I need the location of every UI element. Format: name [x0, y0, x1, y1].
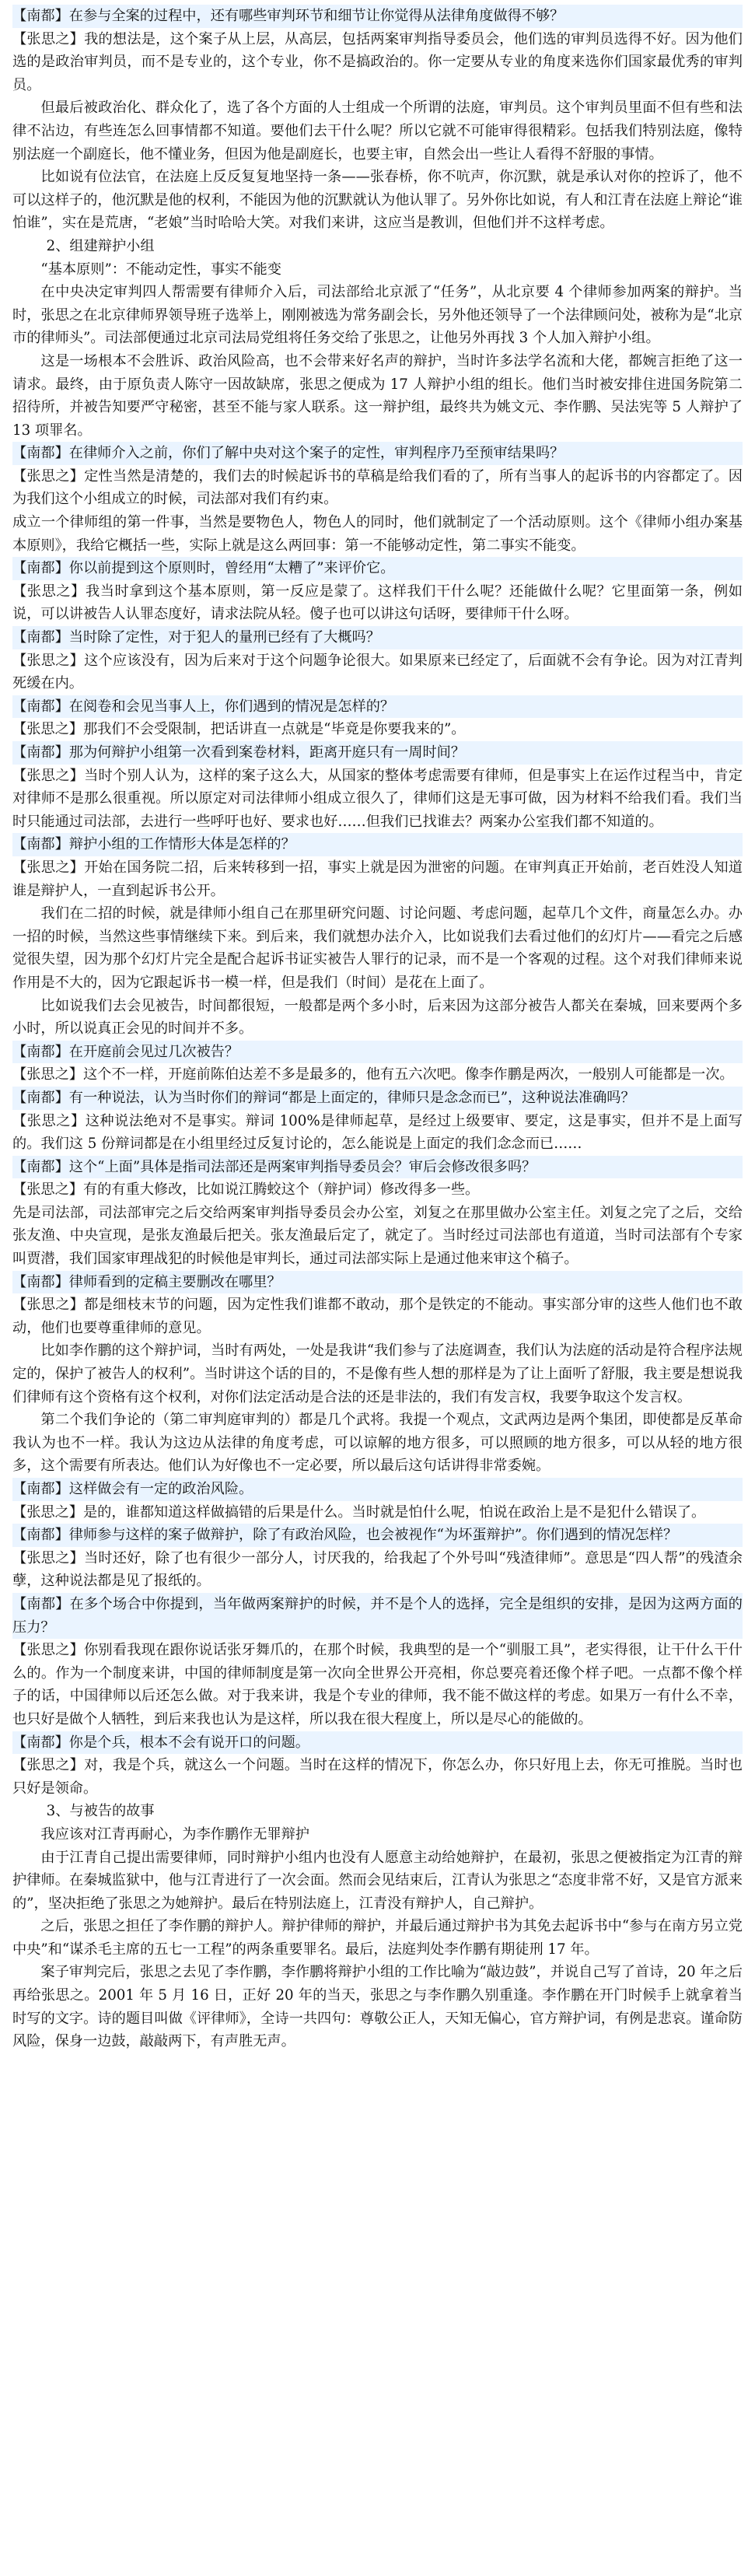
paragraph-text: 那为何辩护小组第一次看到案卷材料，距离开庭只有一周时间？ — [68, 744, 466, 761]
dialogue-paragraph — [12, 1754, 743, 1800]
dialogue-paragraph — [12, 1731, 743, 1755]
dialogue-paragraph — [12, 1501, 743, 1524]
dialogue-paragraph — [12, 1593, 743, 1639]
paragraph-text: 我的想法是，这个案子从上层，从高层，包括两案审判指导委员会，他们选的审判员选得不好。因为他们选的是政治审判员，而不是专业的，这个专业，你不是搞政治的。你一定要从专业的角度来选你们国家最优秀的审判员。 — [12, 30, 743, 93]
body-paragraph — [12, 96, 743, 166]
paragraph-text: 那我们不会受限制，把话讲直一点就是“毕竟是你要我来的”。 — [82, 721, 466, 738]
speaker-label: 【张思之】 — [12, 1181, 83, 1199]
dialogue-paragraph — [12, 28, 743, 97]
body-paragraph — [12, 258, 743, 282]
speaker-label: 【张思之】 — [12, 1549, 84, 1566]
paragraph-text: 有的有重大修改，比如说江腾蛟这个（辩护词）修改得多一些。 — [82, 1181, 480, 1199]
paragraph-text: 在开庭前会见过几次被告？ — [68, 1043, 239, 1060]
dialogue-paragraph — [12, 856, 743, 902]
paragraph-text: 都是细枝末节的问题，因为定性我们谁都不敢动，那个是铁定的不能动。事实部分审的这些人他们也不敢动，他们也要尊重律师的意见。 — [12, 1297, 743, 1336]
body-paragraph — [12, 281, 743, 350]
paragraph-text: 3、与被告的故事 — [46, 1803, 155, 1820]
body-paragraph — [12, 511, 743, 557]
paragraph-text: 第二个我们争论的（第二审判庭审判的）都是几个武将。我提一个观点，文武两边是两个集团，即使都是反革命我认为也不一样。我认为这边从法律的角度考虑，可以谅解的地方很多，可以照顾的地方很多，可以从轻的地方很多，这个需要有所表达。他们认为好像也不一定必要，所以最后这句话讲得非常委婉。 — [12, 1412, 743, 1475]
paragraph-text: 辩护小组的工作情形大体是怎样的？ — [68, 836, 295, 853]
dialogue-paragraph — [12, 765, 743, 834]
paragraph-text: 之后，张思之担任了李作鹏的辩护人。辩护律师的辩护，并最后通过辩护书为其免去起诉书中“参与在南方另立党中央”和“谋杀毛主席的五七一工程”的两条重要罪名。最后，法庭判处李作鹏有期徒刑 17 年。 — [12, 1918, 743, 1958]
speaker-label: 【张思之】 — [12, 1066, 83, 1083]
dialogue-paragraph — [12, 695, 743, 719]
dialogue-paragraph — [12, 649, 743, 695]
speaker-label: 【南都】 — [12, 836, 69, 853]
speaker-label: 【南都】 — [12, 629, 69, 646]
speaker-label: 【张思之】 — [12, 583, 86, 600]
body-paragraph — [12, 995, 743, 1041]
dialogue-paragraph — [12, 741, 743, 765]
speaker-label: 【南都】 — [12, 1595, 70, 1612]
speaker-label: 【南都】 — [12, 1089, 69, 1106]
dialogue-paragraph — [12, 1041, 743, 1064]
body-paragraph — [12, 1409, 743, 1478]
paragraph-text: 成立一个律师组的第一件事，当然是要物色人，物色人的同时，他们就制定了一个活动原则。这个《律师小组办案基本原则》，我给它概括一些，实际上就是这么两回事：第一不能够动定性，第二事实不能变。 — [12, 514, 743, 554]
speaker-label: 【张思之】 — [12, 30, 85, 47]
dialogue-paragraph — [12, 1178, 743, 1202]
paragraph-text: 律师看到的定稿主要删改在哪里？ — [68, 1273, 281, 1290]
speaker-label: 【张思之】 — [12, 859, 85, 876]
dialogue-paragraph — [12, 1547, 743, 1593]
paragraph-text: 你是个兵，根本不会有说开口的问题。 — [68, 1734, 309, 1751]
paragraph-text: 比如李作鹏的这个辩护词，当时有两处，一处是我讲“我们参与了法庭调查，我们认为法庭的活动是符合程序法规定的，保护了被告人的权利”。当时讲这个话的目的，不是像有些人想的那样是为了让上面听了舒服，我主要是想说我们律师有这个资格有这个权利，对你们法定活动是合法的还是非法的，我们有发言权，我要争取这个发言权。 — [12, 1342, 743, 1405]
dialogue-paragraph — [12, 557, 743, 580]
paragraph-text: 我们在二招的时候，就是律师小组自己在那里研究问题、讨论问题、考虑问题，起草几个文件，商量怎么办。办一招的时候，当然这些事情继续下来。到后来，我们就想办法介入，比如说我们去看过他们的幻灯片——看完之后感觉很失望，因为那个幻灯片完全是配合起诉书证实被告人罪行的记录，而不是一个客观的过程。这个对我们律师来说作用是不大的，因为它跟起诉书一模一样，但是我们（时间）是花在上面了。 — [12, 905, 743, 991]
speaker-label: 【张思之】 — [12, 767, 85, 784]
speaker-label: 【张思之】 — [12, 652, 85, 669]
paragraph-text: 我应该对江青再耐心，为李作鹏作无罪辩护 — [40, 1825, 309, 1843]
paragraph-text: 这个“上面”具体是指司法部还是两案审判指导委员会？审后会修改很多吗？ — [68, 1158, 537, 1175]
dialogue-paragraph — [12, 626, 743, 649]
paragraph-text: 但最后被政治化、群众化了，选了各个方面的人士组成一个所谓的法庭，审判员。这个审判员里面不但有些和法律不沾边，有些连怎么回事情都不知道。要他们去干什么呢？所以它就不可能审得很精彩。包括我们特别法庭，像特别法庭一个副庭长，他不懂业务，但因为他是副庭长，也要主审，自然会出一些让人看得不舒服的事情。 — [12, 100, 743, 163]
dialogue-paragraph — [12, 442, 743, 465]
body-paragraph — [12, 1800, 743, 1823]
body-paragraph — [12, 1202, 743, 1271]
paragraph-text: 这样做会有一定的政治风险。 — [68, 1481, 253, 1497]
speaker-label: 【南都】 — [12, 744, 69, 761]
speaker-label: 【南都】 — [12, 1527, 69, 1544]
dialogue-paragraph — [12, 580, 743, 626]
dialogue-paragraph — [12, 1156, 743, 1179]
body-paragraph — [12, 1823, 743, 1846]
dialogue-paragraph — [12, 1639, 743, 1731]
speaker-label: 【南都】 — [12, 445, 69, 462]
paragraph-text: 在阅卷和会见当事人上，你们遇到的情况是怎样的？ — [68, 698, 395, 715]
dialogue-paragraph — [12, 833, 743, 856]
speaker-label: 【南都】 — [12, 1158, 69, 1175]
paragraph-text: 当时个别人认为，这样的案子这么大，从国家的整体考虑需要有律师，但是事实上在运作过程当中，肯定对律师不是那么很重视。所以原定对司法律师小组成立很久了，律师们这是无事可做，因为材料不给我们看。我们当时只能通过司法部，去进行一些呼吁也好、要求也好……但我们已找谁去？两案办公室我们都不知道的。 — [12, 767, 743, 830]
paragraph-text: 在参与全案的过程中，还有哪些审判环节和细节让你觉得从法律角度做得不够？ — [68, 8, 565, 24]
speaker-label: 【张思之】 — [12, 1297, 85, 1314]
speaker-label: 【张思之】 — [12, 1642, 85, 1659]
body-paragraph — [12, 1339, 743, 1409]
paragraph-text: 这个应该没有，因为后来对于这个问题争论很大。如果原来已经定了，后面就不会有争论。因为对江青判死缓在内。 — [12, 652, 743, 692]
speaker-label: 【张思之】 — [12, 467, 85, 485]
paragraph-text: “基本原则”：不能动定性，事实不能变 — [40, 261, 281, 278]
speaker-label: 【南都】 — [12, 1481, 69, 1497]
paragraph-text: 比如说有位法官，在法庭上反反复复地坚持一条——张春桥，你不吭声，你沉默，就是承认对你的控诉了，他不可以这样子的，他沉默是他的权利，不能因为他的沉默就认为他认罪了。另外你比如说，有人和江青在法庭上辩论“谁怕谁”，实在是荒唐，“老娘”当时哈哈大笑。对我们来讲，这应当是教训，但他们并不这样考虑。 — [12, 169, 743, 232]
paragraph-text: 这个不一样，开庭前陈伯达差不多是最多的，他有五六次吧。像李作鹏是两次，一般别人可能都是一次。 — [82, 1066, 734, 1083]
paragraph-text: 在中央决定审判四人帮需要有律师介入后，司法部给北京派了“任务”，从北京要 4 个律师参加两案的辩护。当时，张思之在北京律师界领导班子选举上，刚刚被选为常务副会长，另外他还领导了一个法律顾问处，被称为是“北京市的律师头”。司法部便通过北京司法局党组将任务交给了张思之，让他另外再找 3 个人加入辩护小组。 — [12, 284, 743, 347]
dialogue-paragraph — [12, 5, 743, 28]
body-paragraph — [12, 235, 743, 258]
speaker-label: 【南都】 — [12, 1734, 69, 1751]
dialogue-paragraph — [12, 1063, 743, 1087]
speaker-label: 【张思之】 — [12, 721, 83, 738]
speaker-label: 【南都】 — [12, 560, 69, 577]
dialogue-paragraph — [12, 1524, 743, 1547]
paragraph-text: 对，我是个兵，就这么一个问题。当时在这样的情况下，你怎么办，你只好甩上去，你无可推脱。当时也只好是领命。 — [12, 1757, 743, 1797]
dialogue-paragraph — [12, 465, 743, 511]
dialogue-paragraph — [12, 1478, 743, 1501]
speaker-label: 【张思之】 — [12, 1112, 86, 1129]
dialogue-paragraph — [12, 1110, 743, 1156]
body-paragraph — [12, 1915, 743, 1961]
paragraph-text: 在律师介入之前，你们了解中央对这个案子的定性，审判程序乃至预审结果吗？ — [68, 445, 565, 462]
paragraph-text: 这是一场根本不会胜诉、政治风险高，也不会带来好名声的辩护，当时许多法学名流和大佬，都婉言拒绝了这一请求。最终，由于原负责人陈守一因故缺席，张思之便成为 17 人辩护小组的组长。他们当时被安排住进国务院第二招待所，并被告知要严守秘密，甚至不能与家人联系。这一辩护组，最终共为姚文元、李作鹏、吴法宪等 5 人辩护了 13 项罪名。 — [12, 352, 743, 439]
speaker-label: 【南都】 — [12, 8, 69, 24]
paragraph-text: 2、组建辩护小组 — [46, 237, 155, 254]
dialogue-paragraph — [12, 1293, 743, 1339]
body-paragraph — [12, 166, 743, 235]
paragraph-text: 在多个场合中你提到，当年做两案辩护的时候，并不是个人的选择，完全是组织的安排，是因为这两方面的压力？ — [12, 1595, 743, 1636]
paragraph-text: 开始在国务院二招，后来转移到一招，事实上就是因为泄密的问题。在审判真正开始前，老百姓没人知道谁是辩护人，一直到起诉书公开。 — [12, 859, 743, 899]
paragraph-text: 定性当然是清楚的，我们去的时候起诉书的草稿是给我们看的了，所有当事人的起诉书的内容都定了。因为我们这个小组成立的时候，司法部对我们有约束。 — [12, 467, 743, 508]
speaker-label: 【南都】 — [12, 1273, 69, 1290]
paragraph-text: 比如说我们去会见被告，时间都很短，一般都是两个多小时，后来因为这部分被告人都关在秦城，回来要两个多小时，所以说真正会见的时间并不多。 — [12, 997, 743, 1038]
paragraph-text: 我当时拿到这个基本原则，第一反应是蒙了。这样我们干什么呢？还能做什么呢？它里面第一条，例如说，可以讲被告人认罪态度好，请求法院从轻。傻子也可以讲这句话呀，要律师干什么呀。 — [12, 583, 743, 623]
paragraph-text: 由于江青自己提出需要律师，同时辩护小组内也没有人愿意主动给她辩护，在最初，张思之便被指定为江青的辩护律师。在秦城监狱中，他与江青进行了一次会面。然而会见结束后，江青认为张思之“态度非常不好，又是官方派来的”，坚决拒绝了张思之为她辩护。最后在特别法庭上，江青没有辩护人，自己辩护。 — [12, 1849, 743, 1912]
paragraph-text: 有一种说法，认为当时你们的辩词“都是上面定的，律师只是念念而已”，这种说法准确吗？ — [68, 1089, 635, 1106]
paragraph-text: 是的，谁都知道这样做搞错的后果是什么。当时就是怕什么呢，怕说在政治上是不是犯什么错误了。 — [82, 1503, 706, 1521]
body-paragraph — [12, 1961, 743, 2053]
paragraph-text: 你以前提到这个原则时，曾经用“太糟了”来评价它。 — [68, 560, 395, 577]
speaker-label: 【张思之】 — [12, 1757, 85, 1774]
dialogue-paragraph — [12, 718, 743, 741]
paragraph-text: 先是司法部，司法部审完之后交给两案审判指导委员会办公室，刘复之在那里做办公室主任。刘复之完了之后，交给张友渔、中央宣现，是张友渔最后把关。张友渔最后定了，就定了。当时经过司法部也有道道，当时司法部有个专家叫贾潜，我们国家审理战犯的时候他是审判长，通过司法部实际上是通过他来审这个稿子。 — [12, 1204, 743, 1268]
body-paragraph — [12, 902, 743, 994]
paragraph-text: 当时还好，除了也有很少一部分人，讨厌我的，给我起了个外号叫“残渣律师”。意思是“四人帮”的残渣余孽，这种说法都是见了报纸的。 — [12, 1549, 743, 1590]
speaker-label: 【南都】 — [12, 698, 69, 715]
paragraph-text: 你别看我现在跟你说话张牙舞爪的，在那个时候，我典型的是一个“驯服工具”，老实得很，让干什么干什么的。作为一个制度来讲，中国的律师制度是第一次向全世界公开亮相，你总要亮着还像个样子吧。一点都不像个样子的话，中国律师以后还怎么做。对于我来讲，我是个专业的律师，我不能不做这样的考虑。如果万一有什么不幸，也只好是做个人牺牲，到后来我也认为是这样，所以我在很大程度上，所以是尽心的能做的。 — [12, 1642, 743, 1727]
paragraph-text: 律师参与这样的案子做辩护，除了有政治风险，也会被视作“为坏蛋辩护”。你们遇到的情况怎样？ — [68, 1527, 678, 1544]
speaker-label: 【南都】 — [12, 1043, 69, 1060]
paragraph-text: 这种说法绝对不是事实。辩词 100%是律师起草，是经过上级要审、要定，这是事实，但并不是上面写的。我们这 5 份辩词都是在小组里经过反复讨论的，怎么能说是上面定的我们念念而已…… — [12, 1112, 743, 1153]
paragraph-text: 案子审判完后，张思之去见了李作鹏，李作鹏将辩护小组的工作比喻为“敲边鼓”，并说自己写了首诗，20 年之后再给张思之。2001 年 5 月 16 日，正好 20 年的当天，张思之与李作鹏久别重逢。李作鹏在开门时候手上就拿着当时写的文字。诗的题目叫做《评律师》，全诗一共四句：尊敬公正人，天知无偏心，官方辩护词，有例是悲哀。谨命防风险，保身一边鼓，敲敲两下，有声胜无声。 — [12, 1964, 743, 2050]
body-paragraph — [12, 1846, 743, 1916]
body-paragraph — [12, 350, 743, 442]
dialogue-paragraph — [12, 1087, 743, 1110]
paragraph-text: 当时除了定性，对于犯人的量刑已经有了大概吗？ — [68, 629, 380, 646]
speaker-label: 【张思之】 — [12, 1503, 83, 1521]
dialogue-paragraph — [12, 1271, 743, 1294]
